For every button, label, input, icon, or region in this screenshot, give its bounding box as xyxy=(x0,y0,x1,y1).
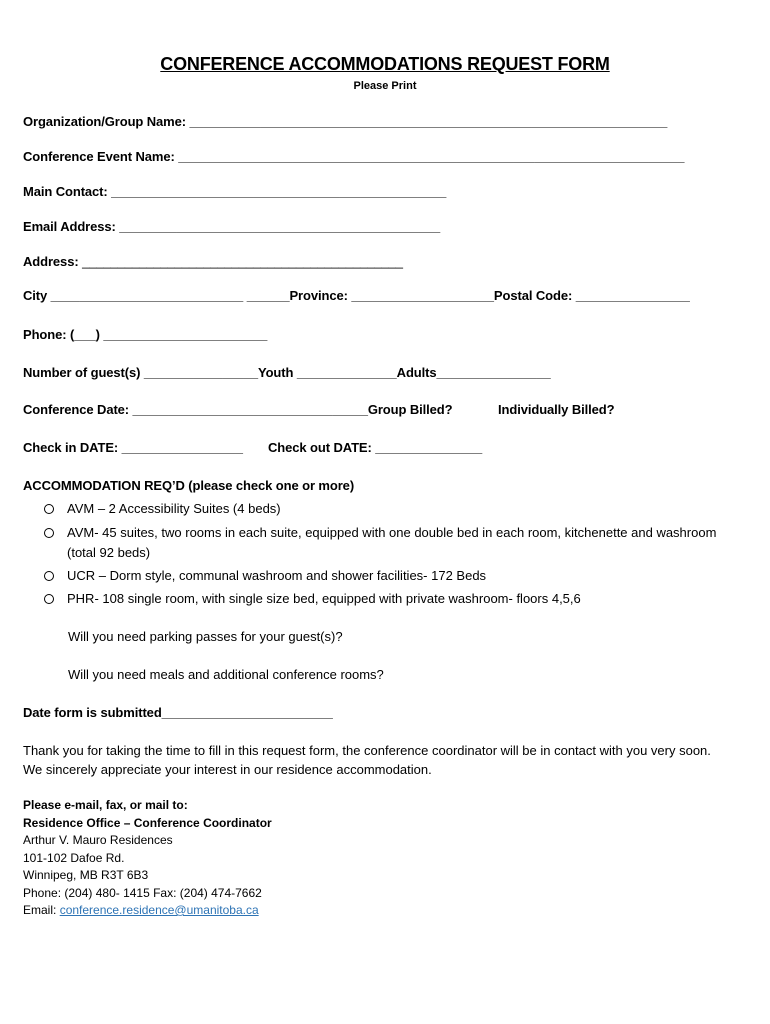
accommodation-option[interactable] xyxy=(44,499,724,519)
check-out-field: Check out DATE: _______________ xyxy=(268,440,483,455)
contact-email-link[interactable]: conference.residence@umanitoba.ca xyxy=(59,903,259,917)
thank-you-paragraph: Thank you for taking the time to fill in this request form, the conference coordinator will be in contact with you very soon. We sincerely appreciate your interest in our residence accommodation. xyxy=(23,743,711,777)
accommodation-option-label: UCR – Dorm style, communal washroom and shower facilities- 172 Beds xyxy=(67,568,487,583)
conference-date-field: Conference Date: _________________________________Group Billed? xyxy=(23,402,453,417)
meals-question: Will you need meals and additional conference rooms? xyxy=(68,667,384,682)
address-label: Address: xyxy=(23,254,83,269)
contact-office: Residence Office – Conference Coordinator xyxy=(23,815,272,830)
accommodation-option[interactable] xyxy=(44,566,724,586)
date-submitted-field: Date form is submitted________________________ xyxy=(23,705,333,720)
radio-circle-icon[interactable] xyxy=(44,571,54,581)
email-address-field: Email Address: _____________________________________________ xyxy=(23,219,441,234)
radio-circle-icon[interactable] xyxy=(44,594,54,604)
contact-email-label: Email: xyxy=(23,903,60,917)
radio-circle-icon[interactable] xyxy=(44,528,54,538)
check-in-field: Check in DATE: _________________ xyxy=(23,440,243,455)
parking-question: Will you need parking passes for your guest(s)? xyxy=(68,629,343,644)
individually-billed-label: Individually Billed? xyxy=(498,402,615,417)
accommodation-heading: ACCOMMODATION REQ’D (please check one or more) xyxy=(23,478,355,493)
address-field xyxy=(23,254,403,269)
phone-field: Phone: (___) _______________________ xyxy=(23,327,268,342)
accommodation-option-label: AVM – 2 Accessibility Suites (4 beds) xyxy=(67,501,281,516)
radio-circle-icon[interactable] xyxy=(44,504,54,514)
contact-city: Winnipeg, MB R3T 6B3 xyxy=(23,868,149,882)
main-contact-field: Main Contact: _______________________________________________ xyxy=(23,184,447,199)
city-province-postal-row: City ___________________________ ______Province: ____________________Postal Code: ________________ xyxy=(23,288,690,303)
contact-block xyxy=(23,797,272,920)
contact-phone: Phone: (204) 480- 1415 Fax: (204) 474-7662 xyxy=(23,885,262,900)
address-blank: _____________________________________________ xyxy=(82,254,403,269)
accommodation-option-label: AVM- 45 suites, two rooms in each suite, equipped with one double bed in each room, kitchenette and washroom (total 92 beds) xyxy=(67,525,717,560)
form-subtitle: Please Print xyxy=(353,80,417,92)
contact-building: Arthur V. Mauro Residences xyxy=(23,833,173,847)
event-name-field: Conference Event Name: _______________________________________________________________________ xyxy=(23,149,685,164)
contact-intro: Please e-mail, fax, or mail to: xyxy=(23,798,188,812)
guests-row: Number of guest(s) ________________Youth ______________Adults________________ xyxy=(23,365,551,380)
contact-email-row xyxy=(23,902,272,920)
accommodation-option-label: PHR- 108 single room, with single size bed, equipped with private washroom- floors 4,5,6 xyxy=(67,591,581,606)
form-title: CONFERENCE ACCOMMODATIONS REQUEST FORM xyxy=(160,54,610,74)
accommodation-option[interactable] xyxy=(44,589,724,609)
organization-field: Organization/Group Name: ___________________________________________________________________ xyxy=(23,114,668,129)
accommodation-option[interactable] xyxy=(44,523,724,563)
contact-street: 101-102 Dafoe Rd. xyxy=(23,850,125,865)
